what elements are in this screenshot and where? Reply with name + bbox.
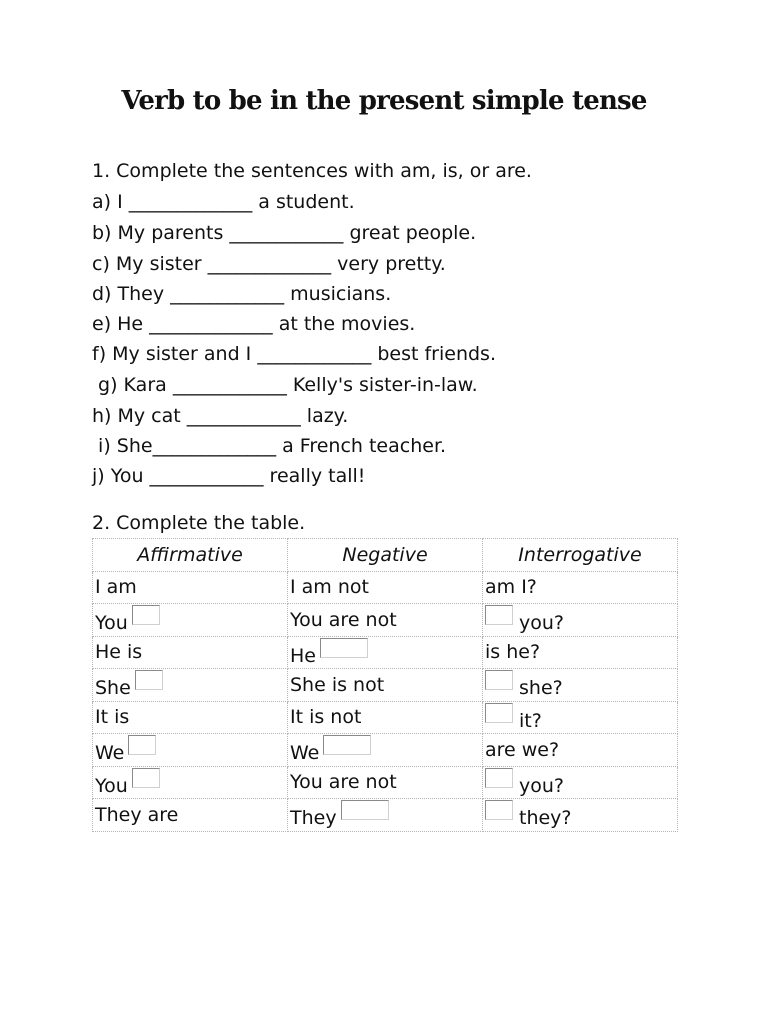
negative-cell — [288, 669, 483, 702]
header-interrogative: Interrogative — [483, 539, 678, 572]
sentence-c: c) My sister _____________ very pretty. — [92, 253, 446, 275]
header-negative: Negative — [288, 539, 483, 572]
negative-cell — [288, 799, 483, 832]
cell-text: You are not — [290, 771, 397, 794]
negative-cell — [288, 604, 483, 637]
interrogative-cell — [483, 734, 678, 767]
sentence-j: j) You ____________ really tall! — [92, 465, 366, 487]
answer-blank-box[interactable] — [485, 605, 513, 625]
table-row — [93, 571, 678, 604]
cell-text: is he? — [485, 641, 541, 664]
cell-text: they? — [519, 807, 572, 830]
table-row — [93, 701, 678, 734]
cell-text: You are not — [290, 608, 397, 631]
sentence-i: i) She_____________ a French teacher. — [92, 435, 447, 457]
negative-cell — [288, 734, 483, 767]
exercise-1-instruction: 1. Complete the sentences with am, is, or are. — [92, 160, 532, 182]
answer-blank-box[interactable] — [320, 638, 368, 658]
cell-text: I am — [95, 576, 137, 599]
cell-text: it? — [519, 709, 542, 732]
cell-text: She — [95, 677, 131, 700]
cell-text: He — [290, 644, 316, 667]
affirmative-cell — [93, 799, 288, 832]
cell-text: I am not — [290, 576, 369, 599]
cell-text: you? — [519, 774, 564, 797]
cell-text: We — [290, 742, 320, 765]
answer-blank-box[interactable] — [341, 800, 389, 820]
cell-text: They — [290, 807, 337, 830]
cell-text: she? — [519, 677, 563, 700]
affirmative-cell — [93, 766, 288, 799]
interrogative-cell — [483, 571, 678, 604]
table-row — [93, 669, 678, 702]
negative-cell — [288, 701, 483, 734]
sentence-f: f) My sister and I ____________ best friends. — [92, 343, 497, 365]
exercise-2-instruction: 2. Complete the table. — [92, 512, 306, 534]
answer-blank-box[interactable] — [485, 768, 513, 788]
sentence-a: a) I _____________ a student. — [92, 191, 355, 213]
interrogative-cell — [483, 799, 678, 832]
table-row — [93, 636, 678, 669]
conjugation-table — [92, 538, 678, 832]
affirmative-cell — [93, 669, 288, 702]
header-affirmative: Affirmative — [93, 539, 288, 572]
negative-cell — [288, 571, 483, 604]
answer-blank-box[interactable] — [485, 800, 513, 820]
answer-blank-box[interactable] — [132, 605, 160, 625]
answer-blank-box[interactable] — [485, 670, 513, 690]
cell-text: They are — [95, 803, 179, 826]
affirmative-cell — [93, 571, 288, 604]
table-header-row — [93, 539, 678, 572]
negative-cell — [288, 766, 483, 799]
affirmative-cell — [93, 734, 288, 767]
affirmative-cell — [93, 701, 288, 734]
page-title: Verb to be in the present simple tense — [121, 86, 647, 116]
table-row — [93, 734, 678, 767]
sentence-e: e) He _____________ at the movies. — [92, 313, 416, 335]
interrogative-cell — [483, 669, 678, 702]
negative-cell — [288, 636, 483, 669]
cell-text: You — [95, 612, 128, 635]
sentence-h: h) My cat ____________ lazy. — [92, 405, 349, 427]
interrogative-cell — [483, 766, 678, 799]
cell-text: It is — [95, 706, 130, 729]
affirmative-cell — [93, 636, 288, 669]
sentence-d: d) They ____________ musicians. — [92, 283, 392, 305]
table-row — [93, 766, 678, 799]
cell-text: am I? — [485, 576, 537, 599]
cell-text: She is not — [290, 673, 385, 696]
answer-blank-box[interactable] — [485, 703, 513, 723]
cell-text: are we? — [485, 738, 560, 761]
cell-text: you? — [519, 612, 564, 635]
cell-text: It is not — [290, 706, 362, 729]
interrogative-cell — [483, 701, 678, 734]
affirmative-cell — [93, 604, 288, 637]
answer-blank-box[interactable] — [323, 735, 371, 755]
interrogative-cell — [483, 604, 678, 637]
sentence-g: g) Kara ____________ Kelly's sister-in-law. — [92, 374, 478, 396]
answer-blank-box[interactable] — [132, 768, 160, 788]
cell-text: You — [95, 774, 128, 797]
cell-text: We — [95, 742, 125, 765]
sentence-b: b) My parents ____________ great people. — [92, 222, 477, 244]
interrogative-cell — [483, 636, 678, 669]
table-row — [93, 604, 678, 637]
answer-blank-box[interactable] — [128, 735, 156, 755]
answer-blank-box[interactable] — [135, 670, 163, 690]
cell-text: He is — [95, 641, 143, 664]
table-row — [93, 799, 678, 832]
